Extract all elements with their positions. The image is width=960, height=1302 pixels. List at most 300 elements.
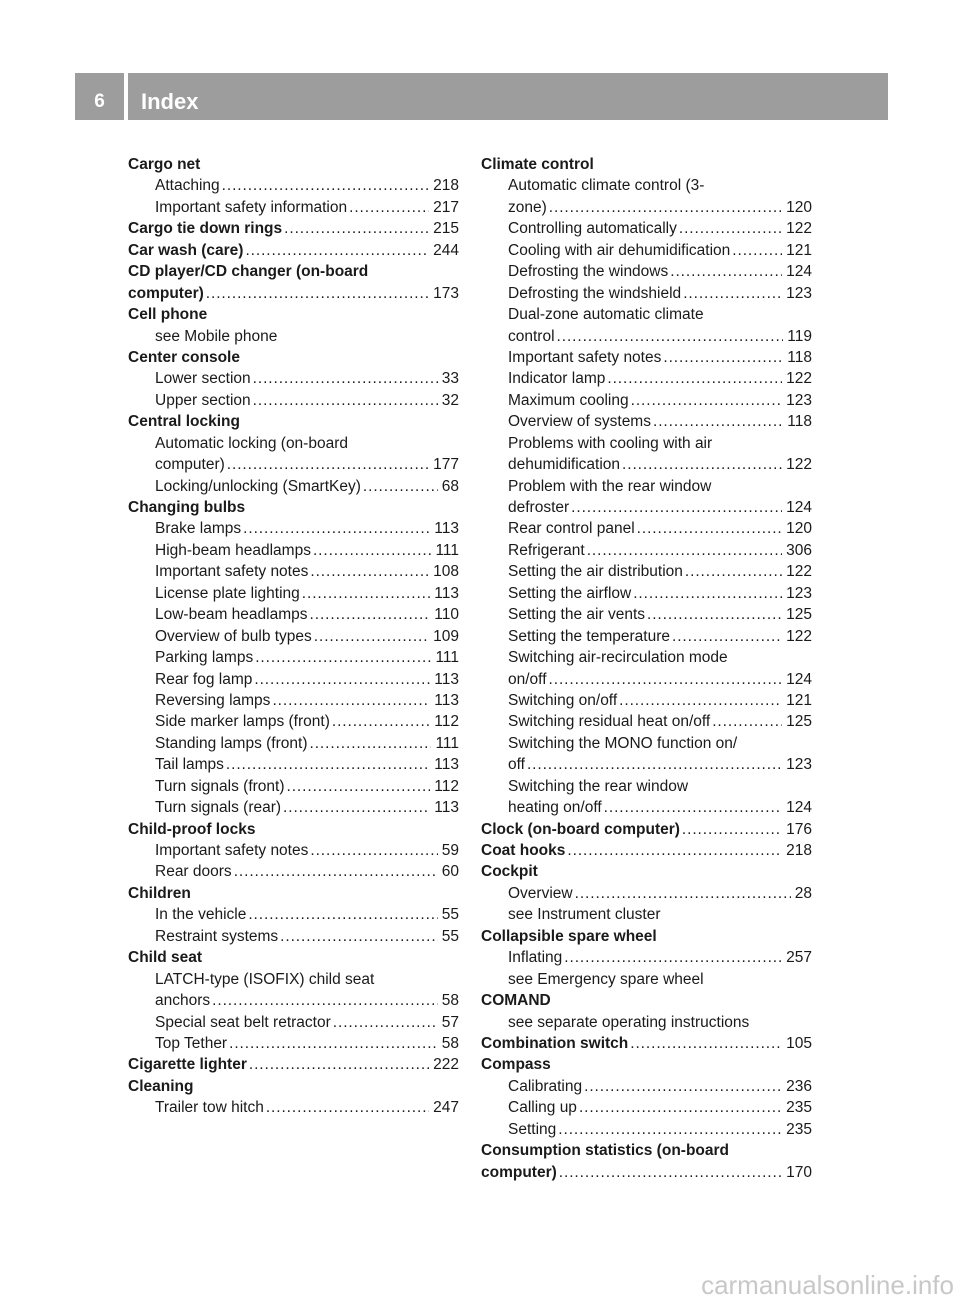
dot-leader — [253, 647, 431, 668]
entry-term: Cleaning — [128, 1077, 194, 1095]
entry-page-number: 59 — [441, 842, 459, 859]
entry-term: Switching air-recirculation mode — [508, 649, 728, 667]
index-subentry — [481, 669, 812, 690]
entry-term: Combination switch — [481, 1034, 629, 1052]
entry-term: Important safety notes — [155, 842, 309, 859]
entry-term: Indicator lamp — [508, 370, 606, 388]
dot-leader — [635, 518, 782, 539]
index-subentry — [481, 283, 812, 304]
index-entry — [128, 411, 459, 432]
index-subentry — [481, 647, 812, 668]
index-subentry — [481, 454, 812, 475]
dot-leader — [668, 261, 782, 282]
dot-leader — [252, 669, 430, 690]
dot-leader — [225, 454, 429, 475]
index-column-right — [481, 154, 812, 1183]
entry-term: see Emergency spare wheel — [508, 970, 704, 988]
index-entry — [128, 347, 459, 368]
dot-leader — [556, 1119, 782, 1140]
index-subentry — [481, 240, 812, 261]
entry-term: Special seat belt retractor — [155, 1013, 331, 1031]
entry-term: Rear doors — [155, 863, 232, 881]
entry-page-number: 112 — [434, 713, 459, 731]
index-subentry — [481, 969, 812, 990]
entry-page-number: 217 — [433, 198, 459, 216]
entry-page-number: 112 — [434, 777, 459, 795]
dot-leader — [573, 883, 791, 904]
entry-page-number: 108 — [433, 563, 459, 581]
entry-term: Important safety information — [155, 198, 348, 216]
entry-term: Problem with the rear window — [508, 477, 712, 495]
index-subentry — [481, 390, 812, 411]
index-subentry — [128, 1012, 459, 1033]
entry-page-number: 111 — [435, 734, 459, 752]
entry-page-number: 58 — [441, 992, 459, 1010]
dot-leader — [525, 754, 782, 775]
entry-page-number: 173 — [433, 284, 459, 302]
entry-term: Collapsible spare wheel — [481, 927, 657, 945]
entry-term: Turn signals (front) — [155, 777, 285, 795]
index-subentry — [128, 647, 459, 668]
entry-term: Car wash (care) — [128, 241, 244, 259]
entry-page-number: 125 — [786, 713, 812, 731]
entry-term: Rear fog lamp — [155, 670, 253, 688]
entry-term: Turn signals (rear) — [155, 799, 282, 817]
entry-term: Controlling automatically — [508, 220, 677, 238]
index-subentry — [481, 1097, 812, 1118]
index-subentry — [481, 1012, 812, 1033]
dot-leader — [677, 218, 782, 239]
index-entry — [128, 261, 459, 282]
entry-term: Defrosting the windshield — [508, 284, 682, 302]
index-subentry — [481, 1119, 812, 1140]
index-column-left — [128, 154, 459, 1119]
dot-leader — [547, 669, 783, 690]
entry-page-number: 122 — [786, 456, 812, 474]
dot-leader — [680, 819, 782, 840]
entry-term: Cigarette lighter — [128, 1056, 247, 1074]
dot-leader — [577, 1097, 782, 1118]
entry-term: Children — [128, 884, 191, 902]
index-subentry — [481, 626, 812, 647]
entry-term: Tail lamps — [155, 756, 224, 774]
entry-term: Switching the MONO function on/ — [508, 734, 738, 752]
entry-page-number: 119 — [787, 327, 812, 345]
entry-term: Reversing lamps — [155, 691, 271, 709]
entry-term: Overview — [508, 884, 573, 902]
index-subentry — [481, 175, 812, 196]
entry-page-number: 113 — [434, 520, 459, 538]
dot-leader — [308, 733, 432, 754]
entry-page-number: 113 — [434, 584, 459, 602]
dot-leader — [311, 540, 431, 561]
index-subentry — [481, 947, 812, 968]
entry-term: Cooling with air dehumidification — [508, 241, 731, 259]
entry-page-number: 118 — [787, 348, 812, 366]
entry-term: Brake lamps — [155, 520, 242, 538]
index-subentry — [128, 626, 459, 647]
index-subentry — [128, 669, 459, 690]
header-divider — [124, 73, 128, 120]
entry-term: Trailer tow hitch — [155, 1099, 264, 1117]
index-subentry — [128, 690, 459, 711]
entry-page-number: 113 — [434, 756, 459, 774]
dot-leader — [227, 1033, 438, 1054]
entry-term: Inflating — [508, 949, 563, 967]
dot-leader — [282, 218, 429, 239]
entry-term: Restraint systems — [155, 927, 279, 945]
entry-term: anchors — [155, 992, 211, 1010]
entry-page-number: 111 — [435, 649, 459, 667]
entry-page-number: 33 — [441, 370, 459, 388]
index-subentry — [481, 368, 812, 389]
dot-leader — [308, 561, 429, 582]
index-entry — [128, 283, 459, 304]
index-subentry — [481, 776, 812, 797]
entry-term: Setting the air distribution — [508, 563, 683, 581]
entry-term: Consumption statistics (on-board — [481, 1142, 729, 1160]
entry-page-number: 235 — [786, 1120, 812, 1138]
entry-page-number: 123 — [786, 756, 812, 774]
index-entry — [128, 1054, 459, 1075]
entry-term: Setting the temperature — [508, 627, 670, 645]
index-entry — [481, 861, 812, 882]
index-subentry — [128, 754, 459, 775]
entry-term: Side marker lamps (front) — [155, 713, 330, 731]
entry-term: Important safety notes — [508, 348, 662, 366]
entry-term: see separate operating instructions — [508, 1013, 750, 1031]
index-subentry — [128, 776, 459, 797]
index-subentry — [481, 304, 812, 325]
entry-page-number: 57 — [441, 1013, 459, 1031]
entry-page-number: 306 — [786, 541, 812, 559]
dot-leader — [210, 990, 438, 1011]
index-subentry — [128, 990, 459, 1011]
entry-term: Upper section — [155, 391, 251, 409]
index-subentry — [128, 540, 459, 561]
entry-page-number: 218 — [786, 842, 812, 859]
index-subentry — [128, 518, 459, 539]
index-entry — [481, 1162, 812, 1183]
entry-term: Child seat — [128, 949, 203, 967]
entry-page-number: 236 — [786, 1077, 812, 1095]
entry-term: Refrigerant — [508, 541, 585, 559]
index-subentry — [481, 218, 812, 239]
entry-page-number: 120 — [786, 198, 812, 216]
entry-page-number: 123 — [786, 584, 812, 602]
dot-leader — [270, 690, 430, 711]
dot-leader — [312, 626, 429, 647]
dot-leader — [569, 497, 782, 518]
index-subentry — [481, 1076, 812, 1097]
entry-term: Setting the air vents — [508, 606, 645, 624]
index-entry — [481, 1140, 812, 1161]
index-subentry — [481, 904, 812, 925]
index-entry — [128, 218, 459, 239]
index-subentry — [481, 711, 812, 732]
entry-term: Setting — [508, 1120, 557, 1138]
dot-leader — [251, 368, 438, 389]
dot-leader — [582, 1076, 782, 1097]
entry-page-number: 122 — [786, 220, 812, 238]
entry-term: Calling up — [508, 1099, 577, 1117]
entry-term: Overview of bulb types — [155, 627, 312, 645]
index-subentry — [481, 476, 812, 497]
index-subentry — [128, 476, 459, 497]
entry-term: Switching on/off — [508, 691, 618, 709]
entry-page-number: 120 — [786, 520, 812, 538]
entry-term: Compass — [481, 1056, 551, 1074]
index-subentry — [128, 368, 459, 389]
entry-term: see Mobile phone — [155, 327, 278, 345]
entry-page-number: 110 — [434, 606, 459, 624]
entry-term: Lower section — [155, 370, 251, 388]
entry-term: defroster — [508, 499, 570, 516]
entry-term: Cargo net — [128, 156, 201, 173]
entry-term: dehumidification — [508, 456, 621, 474]
index-subentry — [481, 197, 812, 218]
entry-term: off — [508, 756, 525, 774]
index-entry — [128, 497, 459, 518]
dot-leader — [241, 518, 430, 539]
entry-page-number: 109 — [433, 627, 459, 645]
entry-page-number: 113 — [434, 691, 459, 709]
entry-page-number: 123 — [786, 284, 812, 302]
dot-leader — [285, 776, 431, 797]
dot-leader — [300, 583, 431, 604]
entry-page-number: 125 — [786, 606, 812, 624]
entry-term: Low-beam headlamps — [155, 606, 308, 624]
index-subentry — [128, 390, 459, 411]
entry-term: on/off — [508, 670, 547, 688]
index-subentry — [128, 711, 459, 732]
page-number: 6 — [94, 91, 105, 112]
entry-term: Parking lamps — [155, 649, 254, 667]
index-entry — [481, 819, 812, 840]
dot-leader — [330, 711, 430, 732]
watermark-logo: carmanualsonline.info — [701, 1270, 954, 1300]
dot-leader — [565, 840, 782, 861]
index-subentry — [128, 175, 459, 196]
index-subentry — [128, 926, 459, 947]
dot-leader — [562, 947, 782, 968]
entry-page-number: 235 — [786, 1099, 812, 1117]
index-subentry — [481, 540, 812, 561]
index-subentry — [128, 197, 459, 218]
index-entry — [481, 990, 812, 1011]
dot-leader — [730, 240, 782, 261]
dot-leader — [308, 604, 431, 625]
index-entry — [481, 926, 812, 947]
dot-leader — [278, 926, 438, 947]
entry-page-number: 247 — [433, 1099, 459, 1117]
index-entry — [128, 947, 459, 968]
entry-page-number: 244 — [433, 241, 459, 259]
dot-leader — [651, 411, 783, 432]
dot-leader — [681, 283, 782, 304]
index-subentry — [481, 261, 812, 282]
entry-page-number: 176 — [786, 820, 812, 838]
entry-term: Locking/unlocking (SmartKey) — [155, 477, 361, 495]
entry-term: Automatic locking (on-board — [155, 434, 348, 452]
entry-page-number: 28 — [794, 884, 812, 902]
entry-term: LATCH-type (ISOFIX) child seat — [155, 970, 375, 988]
entry-term: In the vehicle — [155, 906, 247, 924]
index-subentry — [481, 690, 812, 711]
entry-term: Automatic climate control (3- — [508, 177, 705, 195]
entry-page-number: 218 — [433, 177, 459, 195]
index-entry — [128, 304, 459, 325]
index-subentry — [481, 604, 812, 625]
entry-page-number: 55 — [441, 927, 459, 945]
index-subentry — [481, 754, 812, 775]
dot-leader — [645, 604, 782, 625]
entry-term: Calibrating — [508, 1077, 583, 1095]
index-entry — [128, 240, 459, 261]
dot-leader — [605, 368, 782, 389]
dot-leader — [670, 626, 782, 647]
index-subentry — [128, 797, 459, 818]
index-entry — [128, 883, 459, 904]
entry-page-number: 122 — [786, 563, 812, 581]
index-subentry — [128, 840, 459, 861]
index-subentry — [128, 454, 459, 475]
index-subentry — [128, 733, 459, 754]
dot-leader — [331, 1012, 438, 1033]
index-subentry — [481, 497, 812, 518]
entry-term: control — [508, 327, 555, 345]
dot-leader — [661, 347, 783, 368]
entry-term: Standing lamps (front) — [155, 734, 308, 752]
entry-page-number: 118 — [787, 413, 812, 431]
entry-term: Important safety notes — [155, 563, 309, 581]
entry-term: heating on/off — [508, 799, 602, 817]
entry-page-number: 177 — [433, 456, 459, 474]
entry-term: Switching the rear window — [508, 777, 689, 795]
entry-term: Defrosting the windows — [508, 263, 669, 281]
dot-leader — [555, 326, 784, 347]
entry-term: Clock (on-board computer) — [481, 820, 680, 838]
entry-page-number: 113 — [434, 670, 459, 688]
dot-leader — [243, 240, 429, 261]
entry-page-number: 222 — [433, 1056, 459, 1074]
entry-term: Cargo tie down rings — [128, 220, 283, 238]
dot-leader — [247, 1054, 429, 1075]
index-entry — [128, 154, 459, 175]
entry-term: Coat hooks — [481, 842, 566, 859]
entry-page-number: 124 — [786, 499, 812, 516]
index-entry — [128, 1076, 459, 1097]
dot-leader — [617, 690, 782, 711]
entry-term: Changing bulbs — [128, 499, 246, 516]
dot-leader — [347, 197, 429, 218]
entry-page-number: 105 — [786, 1034, 812, 1052]
index-subentry — [481, 583, 812, 604]
index-entry — [481, 1033, 812, 1054]
index-subentry — [128, 1033, 459, 1054]
entry-term: Attaching — [155, 177, 220, 195]
index-subentry — [128, 969, 459, 990]
dot-leader — [220, 175, 429, 196]
entry-term: Climate control — [481, 156, 594, 173]
dot-leader — [204, 283, 429, 304]
entry-page-number: 215 — [433, 220, 459, 238]
index-subentry — [128, 561, 459, 582]
entry-term: Switching residual heat on/off — [508, 713, 711, 731]
index-subentry — [128, 583, 459, 604]
dot-leader — [585, 540, 782, 561]
dot-leader — [628, 1033, 782, 1054]
entry-page-number: 55 — [441, 906, 459, 924]
dot-leader — [246, 904, 437, 925]
index-subentry — [481, 347, 812, 368]
entry-term: Center console — [128, 348, 240, 366]
index-subentry — [128, 604, 459, 625]
entry-term: computer) — [155, 456, 225, 474]
entry-term: zone) — [508, 198, 547, 216]
entry-term: Dual-zone automatic climate — [508, 306, 704, 324]
entry-term: High-beam headlamps — [155, 541, 311, 559]
entry-term: CD player/CD changer (on-board — [128, 263, 369, 281]
index-subentry — [128, 904, 459, 925]
entry-page-number: 32 — [441, 391, 459, 409]
entry-page-number: 124 — [786, 670, 812, 688]
index-subentry — [481, 561, 812, 582]
dot-leader — [547, 197, 782, 218]
dot-leader — [620, 454, 782, 475]
entry-term: Setting the airflow — [508, 584, 632, 602]
entry-page-number: 58 — [441, 1034, 459, 1052]
entry-page-number: 113 — [434, 799, 459, 817]
dot-leader — [683, 561, 782, 582]
index-entry — [481, 840, 812, 861]
dot-leader — [281, 797, 430, 818]
entry-page-number: 60 — [441, 863, 459, 881]
entry-page-number: 124 — [786, 263, 812, 281]
entry-page-number: 122 — [786, 627, 812, 645]
entry-term: License plate lighting — [155, 584, 300, 602]
index-subentry — [128, 433, 459, 454]
dot-leader — [602, 797, 782, 818]
entry-page-number: 121 — [786, 241, 812, 259]
dot-leader — [308, 840, 437, 861]
index-subentry — [481, 797, 812, 818]
index-subentry — [481, 326, 812, 347]
entry-term: computer) — [128, 284, 204, 302]
index-entry — [481, 1054, 812, 1075]
entry-term: Problems with cooling with air — [508, 434, 713, 452]
entry-term: Overview of systems — [508, 413, 651, 431]
entry-term: computer) — [481, 1163, 557, 1181]
index-subentry — [128, 861, 459, 882]
index-subentry — [481, 883, 812, 904]
index-subentry — [481, 433, 812, 454]
entry-term: Maximum cooling — [508, 391, 629, 409]
index-subentry — [481, 733, 812, 754]
index-subentry — [128, 326, 459, 347]
entry-page-number: 111 — [435, 541, 459, 559]
dot-leader — [224, 754, 430, 775]
entry-term: Child-proof locks — [128, 820, 256, 838]
entry-page-number: 68 — [441, 477, 459, 495]
entry-term: COMAND — [481, 992, 551, 1010]
dot-leader — [251, 390, 438, 411]
section-title: Index — [141, 89, 199, 114]
dot-leader — [631, 583, 782, 604]
entry-term: Rear control panel — [508, 520, 635, 538]
dot-leader — [557, 1162, 782, 1183]
index-entry — [481, 154, 812, 175]
